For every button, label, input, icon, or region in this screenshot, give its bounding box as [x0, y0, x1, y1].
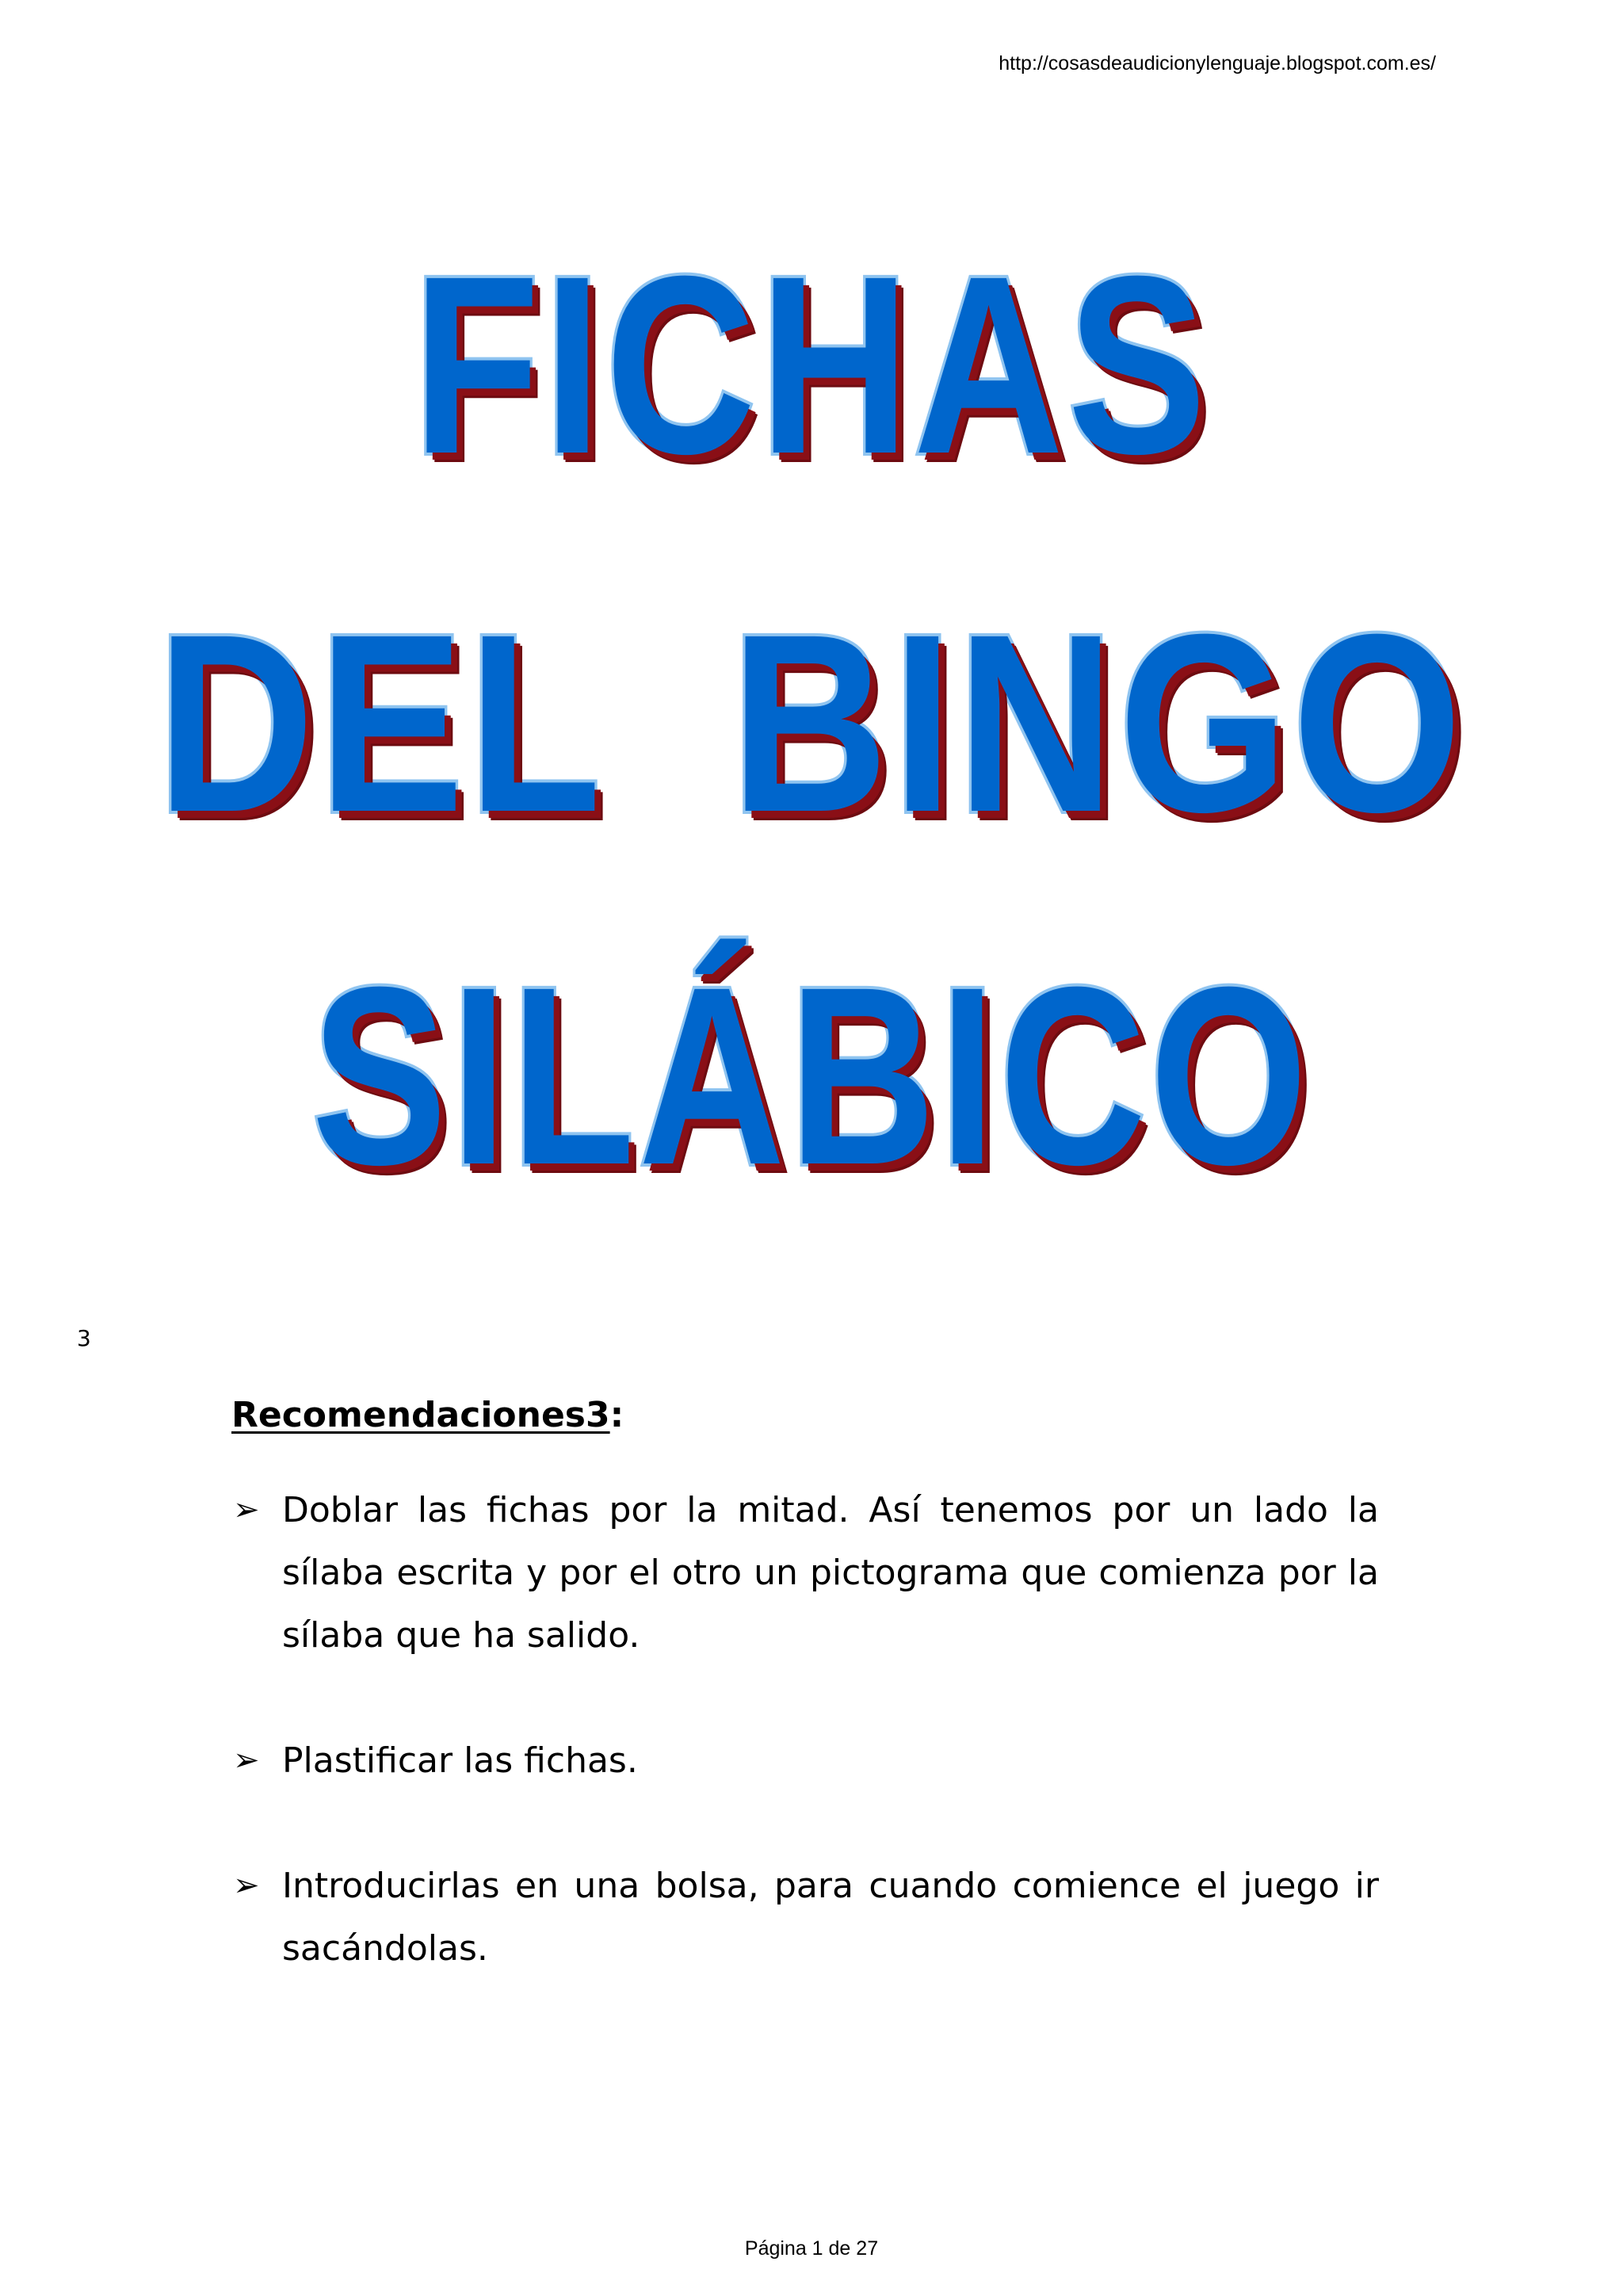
title-line-1: FICHAS	[412, 223, 1211, 506]
arrow-right-icon: ➢	[233, 1867, 260, 1904]
title-line-3: SILÁBICO	[311, 934, 1312, 1217]
title-line-2: DEL BINGO	[156, 581, 1467, 865]
arrow-right-icon: ➢	[233, 1492, 260, 1528]
recommendations-heading-text: Recomendaciones3	[231, 1395, 610, 1435]
recommendations-heading-colon: :	[609, 1395, 624, 1435]
recommendations-heading	[231, 1395, 624, 1435]
footnote-mark: 3	[77, 1325, 91, 1351]
list-item-text: Plastificar las fichas.	[282, 1740, 638, 1781]
arrow-right-icon: ➢	[233, 1742, 260, 1778]
list-item-text: Introducirlas en una bolsa, para cuando comience el juego ir sacándolas.	[282, 1866, 1379, 1969]
list-item-text: Doblar las fichas por la mitad. Así tenemos por un lado la sílaba escrita y por el otro un pictograma que comienza por la sílaba que ha salido.	[282, 1490, 1379, 1656]
list-item	[231, 1729, 1379, 1792]
header-url: http://cosasdeaudicionylenguaje.blogspot.com.es/	[999, 52, 1436, 74]
list-item	[231, 1479, 1379, 1667]
list-item	[231, 1855, 1379, 1980]
page-footer: Página 1 de 27	[744, 2237, 879, 2260]
recommendations-list	[231, 1479, 1379, 1980]
